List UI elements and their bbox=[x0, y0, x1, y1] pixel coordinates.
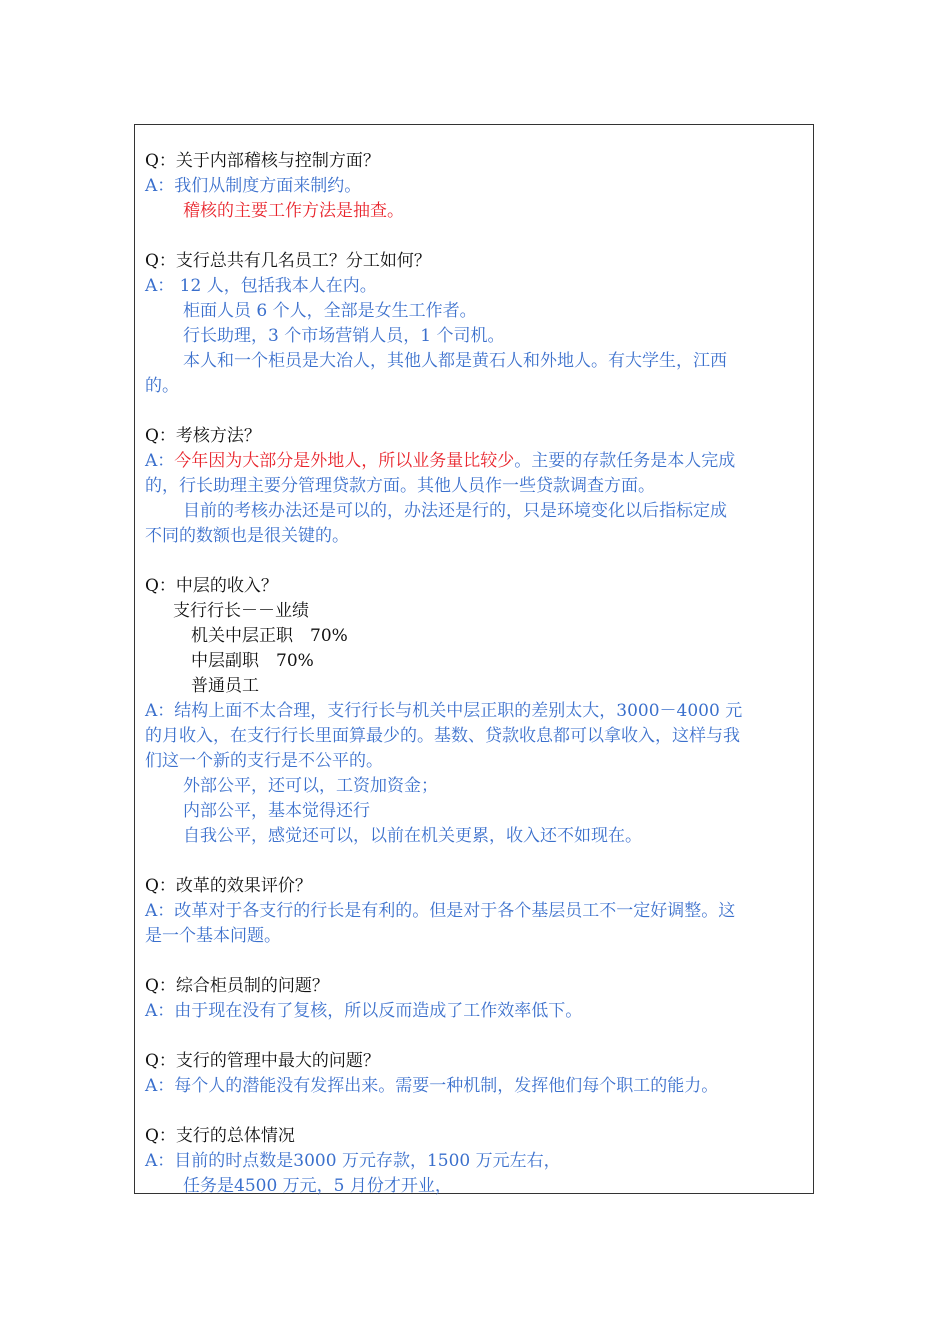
answer-assessment-l3: 目前的考核办法还是可以的，办法还是行的，只是环境变化以后指标定成 bbox=[183, 501, 727, 521]
spacer bbox=[145, 399, 807, 424]
answer-teller-system: A：由于现在没有了复核，所以反而造成了工作效率低下。 bbox=[145, 1001, 583, 1021]
answer-income-l2: 的月收入，在支行行长里面算最少的。基数、贷款收息都可以拿收入，这样与我 bbox=[145, 726, 740, 746]
spacer bbox=[145, 1024, 807, 1049]
spacer bbox=[145, 1099, 807, 1124]
answer-staff-origin: 本人和一个柜员是大冶人，其他人都是黄石人和外地人。有大学生，江西 bbox=[183, 351, 727, 371]
answer-staff-origin-cont: 的。 bbox=[145, 376, 179, 396]
answer-income-self: 自我公平，感觉还可以，以前在机关更累，收入还不如现在。 bbox=[183, 826, 642, 846]
question-assessment: Q：考核方法？ bbox=[145, 426, 261, 446]
income-office-head: 机关中层正职 70% bbox=[191, 626, 348, 646]
question-middle-income: Q：中层的收入？ bbox=[145, 576, 278, 596]
answer-overall-l2: 任务是4500 万元，5 月份才开业， bbox=[183, 1176, 452, 1196]
question-staff-count: Q：支行总共有几名员工？分工如何？ bbox=[145, 251, 431, 271]
answer-assessment-l2: 的，行长助理主要分管理贷款方面。其他人员作一些贷款调查方面。 bbox=[145, 476, 655, 496]
answer-internal-audit: A：我们从制度方面来制约。 bbox=[145, 176, 362, 196]
answer-assessment-highlight: 今年因为大部分是外地人，所以业务量比较少 bbox=[174, 451, 515, 471]
spacer bbox=[145, 949, 807, 974]
answer-assessment-rest: 。主要的存款任务是本人完成 bbox=[514, 451, 736, 471]
income-branch-head: 支行行长－－业绩 bbox=[173, 601, 309, 621]
answer-income-l3: 们这一个新的支行是不公平的。 bbox=[145, 751, 383, 771]
answer-assessment-l4: 不同的数额也是很关键的。 bbox=[145, 526, 349, 546]
question-management-problem: Q：支行的管理中最大的问题？ bbox=[145, 1051, 380, 1071]
answer-income-external: 外部公平，还可以，工资加资金； bbox=[183, 776, 438, 796]
answer-overall: A：目前的时点数是3000 万元存款，1500 万元左右， bbox=[145, 1151, 561, 1171]
spacer bbox=[145, 549, 807, 574]
question-teller-system: Q：综合柜员制的问题？ bbox=[145, 976, 329, 996]
answer-prefix: A： bbox=[145, 451, 175, 471]
document-frame bbox=[134, 124, 814, 1194]
income-deputy: 中层副职 70% bbox=[191, 651, 314, 671]
answer-management-problem: A：每个人的潜能没有发挥出来。需要一种机制，发挥他们每个职工的能力。 bbox=[145, 1076, 719, 1096]
income-staff: 普通员工 bbox=[191, 676, 259, 696]
answer-staff-count: A： 12 人，包括我本人在内。 bbox=[145, 276, 377, 296]
answer-income: A：结构上面不太合理，支行行长与机关中层正职的差别太大，3000－4000 元 bbox=[145, 701, 743, 721]
interview-notes bbox=[145, 149, 807, 1199]
question-overall: Q：支行的总体情况 bbox=[145, 1126, 295, 1146]
answer-reform-effect-l2: 是一个基本问题。 bbox=[145, 926, 281, 946]
answer-staff-counter: 柜面人员 6 个人，全部是女生工作者。 bbox=[183, 301, 477, 321]
answer-income-internal: 内部公平，基本觉得还行 bbox=[183, 801, 370, 821]
spacer bbox=[145, 224, 807, 249]
answer-internal-audit-method: 稽核的主要工作方法是抽查。 bbox=[183, 201, 404, 221]
answer-assessment bbox=[145, 449, 807, 474]
question-internal-audit: Q：关于内部稽核与控制方面？ bbox=[145, 151, 380, 171]
answer-reform-effect: A：改革对于各支行的行长是有利的。但是对于各个基层员工不一定好调整。这 bbox=[145, 901, 736, 921]
spacer bbox=[145, 849, 807, 874]
question-reform-effect: Q：改革的效果评价？ bbox=[145, 876, 312, 896]
answer-staff-roles: 行长助理，3 个市场营销人员，1 个司机。 bbox=[183, 326, 505, 346]
